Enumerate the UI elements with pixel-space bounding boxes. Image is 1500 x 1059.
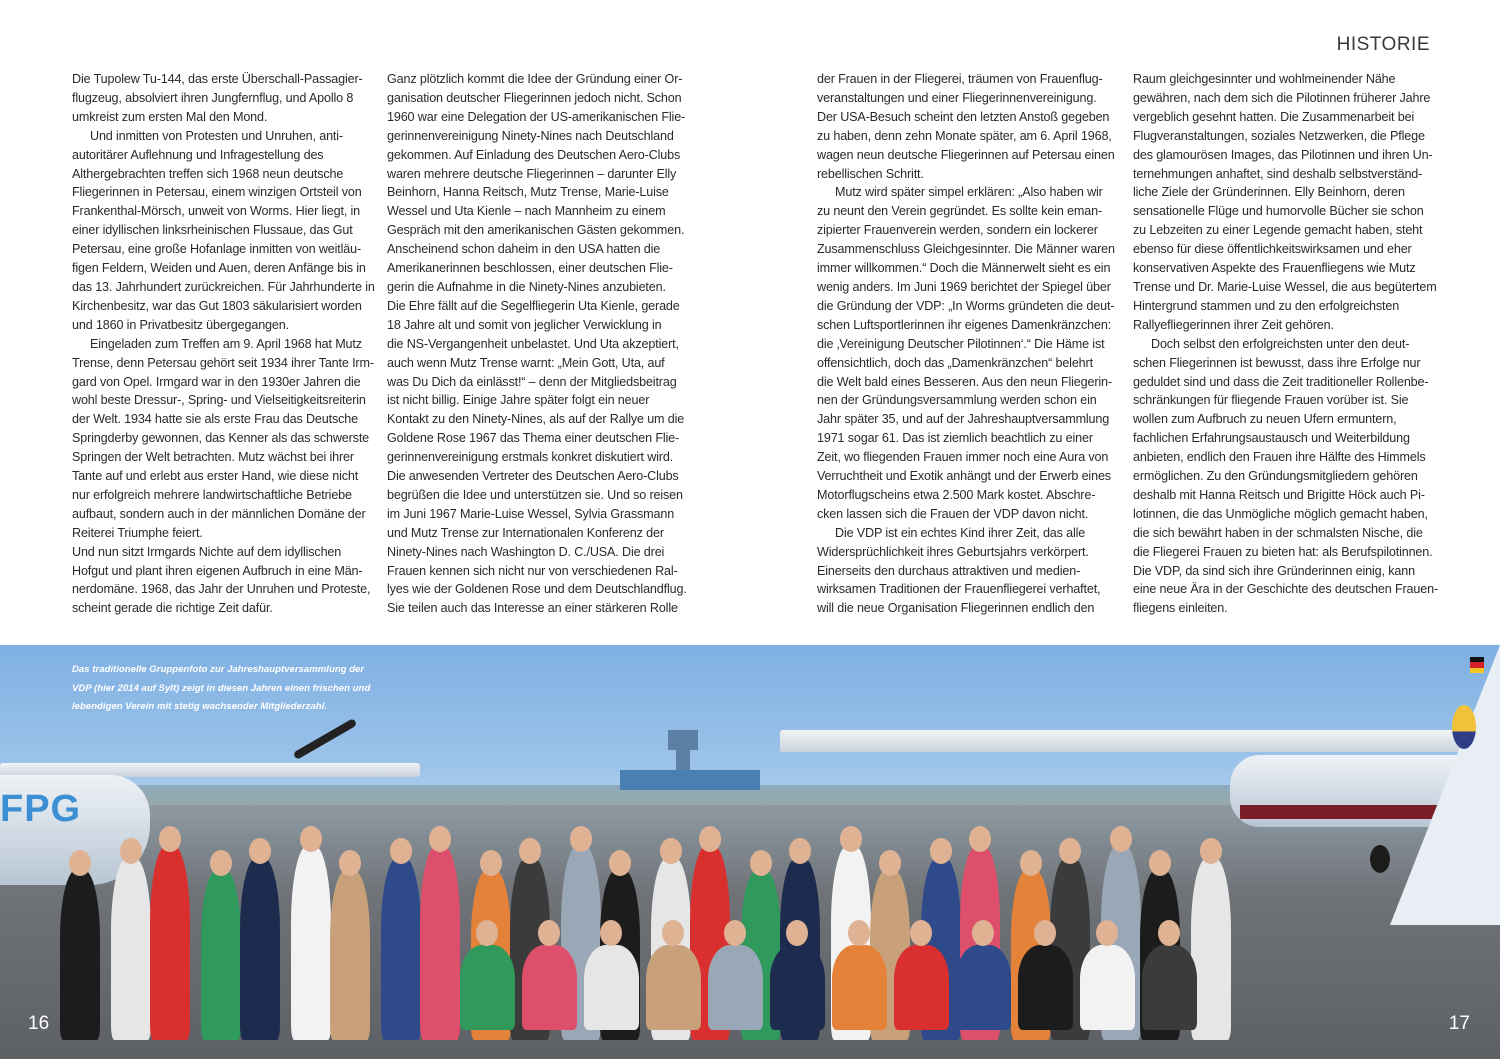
text-line: zu neunt den Verein gegründet. Es sollte kein eman- [817,204,1102,219]
landing-wheel [1370,845,1390,873]
person-silhouette [770,945,825,1030]
text-line: Hintergrund stammen und zu den erfolgreichsten [1133,298,1400,313]
person-silhouette [330,870,370,1040]
text-line: und 1860 in Privatbesitz übergegangen. [72,317,289,332]
text-line: einer idyllischen linksrheinischen Flussaue, das Gut [72,223,353,238]
person-head [1034,920,1056,946]
person-silhouette [420,846,460,1040]
text-line: der Welt. 1934 hatte sie als erste Frau das Deutsche [72,412,358,427]
person-silhouette [240,858,280,1040]
text-line: Widersprüchlichkeit ihres Geburtsjahrs verkörpert. [817,544,1089,559]
person-silhouette [1080,945,1135,1030]
person-silhouette [381,858,421,1040]
person-silhouette [522,945,577,1030]
text-line: Frauen kennen sich nicht nur von verschiedenen Ral- [387,563,678,578]
person-silhouette [708,945,763,1030]
text-line: will die neue Organisation Fliegerinnen endlich den [817,601,1095,616]
person-head [840,826,862,852]
person-head [429,826,451,852]
text-line: Und nun sitzt Irmgards Nichte auf dem idyllischen [72,544,342,559]
text-line: Kontakt zu den Ninety-Nines, als auf der Rallye um die [387,412,685,427]
text-line: figen Feldern, Weiden und Auen, deren Anfänge bis in [72,261,366,276]
text-column-2 [387,70,687,618]
person-head [789,838,811,864]
text-line: gerin die Aufnahme in die Ninety-Nines anzubieten. [387,279,666,294]
text-line: die Fliegerei Frauen zu bieten hat: als Berufspilotinnen. [1133,544,1433,559]
text-line: schen Fliegerinnen ist bewusst, dass ihre Erfolge nur [1133,355,1421,370]
person-head [660,838,682,864]
section-title: HISTORIE [1336,34,1430,55]
text-line: die Welt bald eines Besseren. Aus den neun Fliegerin- [817,374,1112,389]
person-head [120,838,142,864]
person-head [249,838,271,864]
person-head [159,826,181,852]
person-head [1059,838,1081,864]
person-head [69,850,91,876]
text-line: Trense, denn Petersau gehört seit 1934 ihrer Tante Irm- [72,355,374,370]
person-head [480,850,502,876]
text-line: aufbaut, sondern auch in der männlichen Domäne der [72,506,366,521]
text-line: Die anwesenden Vertreter des Deutschen Aero-Clubs [387,469,679,484]
text-line: Doch selbst den erfolgreichsten unter den deut- [1151,336,1410,351]
person-head [1110,826,1132,852]
text-line: Beinhorn, Hanna Reitsch, Mutz Trense, Marie-Luise [387,185,669,200]
person-silhouette [832,945,887,1030]
person-head [210,850,232,876]
text-line: anbieten, endlich den Frauen ihre Hälfte des Himmels [1133,450,1426,465]
person-head [476,920,498,946]
text-line: ebenso für diese öffentlichkeitswirksamen und eher [1133,242,1412,257]
text-line: auch wenn Mutz Trense warnt: „Mein Gott, Uta, auf [387,355,665,370]
text-line: Springderby gewonnen, das Kenner als das schwerste [72,431,370,446]
text-line: Reiterei Triumphe feiert. [72,525,203,540]
text-line: zipierter Frauenverein werden, sondern ein lockerer [817,223,1098,238]
text-line: Sie teilen auch das Interesse an einer stärkeren Rolle [387,601,678,616]
person-head [1149,850,1171,876]
person-silhouette [60,870,100,1040]
photo-caption [72,661,372,717]
text-line: nen der Gründungsversammlung werden schon ein [817,393,1097,408]
text-line: Amerikanerinnen beschlossen, einer deutschen Flie- [387,261,673,276]
person-head [848,920,870,946]
text-line: ist nicht billig. Einige Jahre später folgt ein neuer [387,393,650,408]
text-line: Althergebrachten treffen sich 1968 neun deutsche [72,166,344,181]
person-silhouette [1142,945,1197,1030]
tail-logo [1452,705,1476,749]
text-line: Die Tupolew Tu-144, das erste Überschall-Passagier- [72,72,363,86]
person-head [570,826,592,852]
text-line: das 13. Jahrhundert zurückreichen. Für Jahrhunderte in [72,279,375,294]
text-line: nur erfolgreich mehrere landwirtschaftliche Betriebe [72,487,352,502]
person-head [339,850,361,876]
text-line: Verruchtheit und Exotik anhängt und der Erwerb eines [817,469,1111,484]
text-line: 1960 war eine Delegation der US-amerikanischen Flie- [387,109,686,124]
text-line: Die Ehre fällt auf die Segelfliegerin Uta Kienle, gerade [387,298,680,313]
text-line: die sich bewährt haben in der schmalsten Nische, die [1133,525,1423,540]
group-photo [0,645,1500,1059]
text-line: Zusammenschluss Gleichgesinnter. Die Männer waren [817,242,1115,257]
person-silhouette [460,945,515,1030]
person-head [786,920,808,946]
text-line: ermöglichen. Zu den Gründungsmitgliedern gehören [1133,469,1418,484]
person-head [1096,920,1118,946]
person-head [930,838,952,864]
text-line: Einerseits den durchaus attraktiven und medien- [817,563,1081,578]
text-line: Zeit, wo fliegenden Frauen immer noch eine Aura von [817,450,1109,465]
person-head [750,850,772,876]
text-line: fachlichen Erfahrungsaustausch und Weiterbildung [1133,431,1410,446]
text-line: zu haben, denn zehn Monate später, am 6. April 1968, [817,128,1112,143]
person-head [1020,850,1042,876]
person-head [662,920,684,946]
text-line: eine neue Ära in der Geschichte des deutschen Frauen- [1133,582,1438,597]
text-column-4 [1133,70,1438,618]
aircraft-registration: FPG [0,788,82,830]
text-line: Fliegerinnen in Petersau, einem winzigen Ortsteil von [72,185,362,200]
person-silhouette [1018,945,1073,1030]
person-head [969,826,991,852]
text-line: Flugveranstaltungen, soziales Netzwerken, die Pflege [1133,128,1425,143]
text-line: begrüßen die Idee und unterstützen sie. Und so reisen [387,487,683,502]
text-line: lyes wie der Goldenen Rose und dem Deutschlandflug. [387,582,687,597]
text-line: wirksamen Traditionen der Frauenfliegerei verhaftet, [817,582,1101,597]
person-head [609,850,631,876]
text-line: deshalb mit Hanna Reitsch und Brigitte Höck auch Pi- [1133,487,1425,502]
person-silhouette [646,945,701,1030]
text-line: und Mutz Trense zur Internationalen Konferenz der [387,525,664,540]
person-silhouette [1191,858,1231,1040]
person-silhouette [956,945,1011,1030]
text-line: wollen zum Aufbruch zu neuen Ufern ermuntern, [1133,412,1397,427]
text-line: ganisation deutscher Fliegerinnen jedoch nicht. Schon [387,90,682,105]
text-column-3 [817,70,1117,618]
text-line: veranstaltungen und einer Fliegerinnenvereinigung. [817,90,1097,105]
text-line: konservativen Aspekte des Frauenfliegens wie Mutz [1133,261,1416,276]
page-number-left: 16 [28,1013,50,1034]
text-line: schen Luftsportlerinnen ihr eigenes Damenkränzchen: [817,317,1112,332]
person-head [699,826,721,852]
page-number-right: 17 [1448,1013,1470,1034]
text-line: des glamourösen Images, das Pilotinnen und ihren Un- [1133,147,1433,162]
text-line: Raum gleichgesinnter und wohlmeinender Nähe [1133,72,1396,86]
text-line: umkreist zum ersten Mal den Mond. [72,109,268,124]
text-line: die NS-Vergangenheit unbelastet. Und Uta akzeptiert, [387,336,679,351]
text-line: Wessel und Uta Kienle – nach Mannheim zu einem [387,204,666,219]
person-silhouette [291,846,331,1040]
text-line: flugzeug, absolviert ihren Jungfernflug, und Apollo 8 [72,90,354,105]
text-line: cken lassen sich die Frauen der VDP davon nicht. [817,506,1089,521]
text-line: Jahr später 35, und auf der Jahreshauptversammlung [817,412,1110,427]
text-line: fliegens einleiten. [1133,601,1228,616]
text-line: geduldet sind und dass die Zeit traditioneller Rollenbe- [1133,374,1429,389]
text-line: waren mehrere deutsche Fliegerinnen – darunter Elly [387,166,677,181]
text-line: immer willkommen.“ Doch die Männerwelt sieht es ein [817,261,1111,276]
text-line: was Du Dich da einlässt!“ – denn der Mitgliedsbeitrag [387,374,677,389]
person-silhouette [894,945,949,1030]
right-plane-tail [1390,645,1500,925]
text-line: Der USA-Besuch scheint den letzten Anstoß gegeben [817,109,1110,124]
text-line: der Frauen in der Fliegerei, träumen von Frauenflug- [817,72,1103,86]
text-line: schränkungen für fliegende Frauen vorüber ist. Sie [1133,393,1409,408]
text-line: 18 Jahre alt und somit von jeglicher Verwicklung in [387,317,662,332]
text-line: Kirchenbesitz, war das Gut 1803 säkularisiert worden [72,298,362,313]
text-line: Anscheinend schon daheim in den USA hatten die [387,242,661,257]
text-line: autoritärer Auflehnung und Infragestellung des [72,147,324,162]
text-line: Springen der Welt betrachten. Mutz wächst bei ihrer [72,450,354,465]
person-silhouette [111,858,151,1040]
text-line: wenig anders. Im Juni 1969 berichtet der Spiegel über [817,279,1111,294]
text-line: Mutz wird später simpel erklären: „Also haben wir [835,185,1103,200]
text-line: gerinnenvereinigung erstmals konkret diskutiert wird. [387,450,674,465]
german-flag-icon [1470,657,1484,673]
text-line: scheint gerade die richtige Zeit dafür. [72,601,273,616]
person-head [538,920,560,946]
text-line: Hofgut und plant ihren eigenen Aufbruch in eine Män- [72,563,363,578]
text-line: rebellischen Schritt. [817,166,924,181]
text-line: wagen neun deutsche Fliegerinnen auf Petersau einen [817,147,1115,162]
person-silhouette [201,870,241,1040]
text-line: im Juni 1967 Marie-Luise Wessel, Sylvia Grassmann [387,506,675,521]
text-line: Goldene Rose 1967 das Thema einer deutschen Flie- [387,431,680,446]
text-line: die ‚Vereinigung Deutscher Pilotinnen‘.“ Die Häme ist [817,336,1105,351]
text-line: offensichtlich, doch das „Damenkränzchen“ belehrt [817,355,1093,370]
text-line: nerdomäne. 1968, das Jahr der Unruhen und Proteste, [72,582,371,597]
caption-line: Das traditionelle Gruppenfoto zur Jahreshauptversammlung der [72,664,365,675]
text-line: Und inmitten von Protesten und Unruhen, anti- [90,128,343,143]
text-line: Die VDP ist ein echtes Kind ihrer Zeit, das alle [835,525,1086,540]
text-line: Trense und Dr. Marie-Luise Wessel, die aus begütertem [1133,279,1437,294]
text-line: zu Lebzeiten zu einer Legende gemacht haben, steht [1133,223,1423,238]
person-head [879,850,901,876]
person-head [390,838,412,864]
text-line: vergeblich gesehnt hatten. Die Zusammenarbeit bei [1133,109,1415,124]
text-line: lotinnen, die das Unmögliche möglich gemacht haben, [1133,506,1428,521]
text-line: Eingeladen zum Treffen am 9. April 1968 hat Mutz [90,336,362,351]
group-of-women [60,740,1240,1040]
person-head [600,920,622,946]
person-head [519,838,541,864]
text-line: wohl beste Dressur-, Spring- und Vielseitigkeitsreiterin [72,393,366,408]
text-line: gekommen. Auf Einladung des Deutschen Aero-Clubs [387,147,681,162]
person-head [1158,920,1180,946]
text-line: Ganz plötzlich kommt die Idee der Gründung einer Or- [387,72,683,86]
person-head [300,826,322,852]
text-line: Rallyefliegerinnen ihrer Zeit gehören. [1133,317,1334,332]
person-head [972,920,994,946]
person-head [910,920,932,946]
text-line: 1971 sogar 61. Das ist ziemlich beachtlich zu einer [817,431,1093,446]
text-line: ternehmungen anhaftet, sind deshalb selbstverständ- [1133,166,1423,181]
person-silhouette [584,945,639,1030]
text-line: liche Ziele der Gründerinnen. Elly Beinhorn, deren [1133,185,1405,200]
text-line: Petersau, eine große Hofanlage inmitten von weitläu- [72,242,362,257]
text-line: gewähren, nach dem sich die Pilotinnen früherer Jahre [1133,90,1431,105]
text-line: Frankenthal-Mörsch, unweit von Worms. Hier liegt, in [72,204,361,219]
text-line: gard von Opel. Irmgard war in den 1930er Jahren die [72,374,361,389]
text-line: gerinnenvereinigung Ninety-Nines nach Deutschland [387,128,674,143]
text-column-1 [72,70,375,618]
text-line: die Gründung der VDP: „In Worms gründeten die deut- [817,298,1115,313]
caption-line: VDP (hier 2014 auf Sylt) zeigt in diesen Jahren einen frischen und [72,682,371,694]
text-line: Die VDP, da sind sich ihre Gründerinnen einig, kann [1133,563,1415,578]
caption-line: lebendigen Verein mit stetig wachsender Mitgliederzahl. [72,701,328,712]
text-line: Motorflugscheins etwa 2.500 Mark kostet. Abschre- [817,487,1096,502]
text-line: sensationelle Flüge und humorvolle Bücher sie schon [1133,204,1424,219]
text-line: Tante auf und erlebt aus erster Hand, wie diese nicht [72,469,359,484]
person-head [724,920,746,946]
person-silhouette [150,846,190,1040]
person-head [1200,838,1222,864]
text-line: Ninety-Nines nach Washington D. C./USA. Die drei [387,544,665,559]
text-line: Gespräch mit den amerikanischen Gästen gekommen. [387,223,685,238]
